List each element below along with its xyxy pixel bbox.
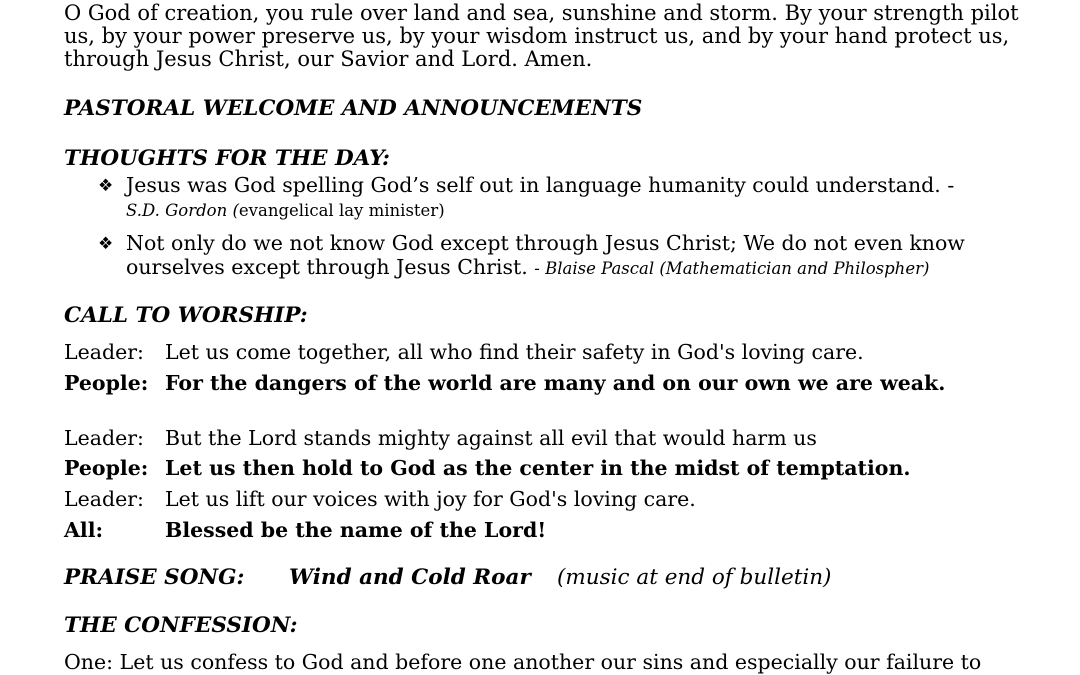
thought-attribution [126, 201, 445, 220]
praise-song-title: Wind and Cold Roar [289, 565, 531, 590]
litany-role: Leader: [64, 487, 144, 511]
litany-text: Blessed be the name of the Lord! [165, 518, 547, 542]
heading-thoughts-for-the-day: THOUGHTS FOR THE DAY: [64, 146, 390, 171]
litany-text: But the Lord stands mighty against all evil that would harm us [165, 426, 817, 450]
confession-line [64, 649, 1024, 675]
litany-role: People: [64, 456, 149, 480]
thought-attribution: - Blaise Pascal (Mathematician and Philospher) [534, 259, 930, 278]
confession-text: Let us confess to God and before one another our sins and especially our failure to [119, 650, 982, 674]
thought-quote: Jesus was God spelling God’s self out in language humanity could understand. - [126, 173, 955, 197]
diamond-bullet-icon: ❖ [98, 176, 114, 196]
diamond-bullet-icon: ❖ [98, 234, 114, 254]
thought-author: S.D. Gordon ( [126, 201, 239, 220]
praise-song-line [64, 564, 832, 592]
litany-text: Let us lift our voices with joy for God's loving care. [165, 487, 696, 511]
heading-confession: THE CONFESSION: [64, 613, 298, 638]
thought-quote: Not only do we not know God except through Jesus Christ; We do not even know ourselves except through Jesus Christ. [126, 231, 965, 279]
thought-author-role: evangelical lay minister) [238, 201, 445, 220]
litany-text: Let us come together, all who find their safety in God's loving care. [165, 340, 864, 364]
confession-role: One: [64, 650, 114, 674]
thought-text [126, 173, 1026, 223]
litany-role: People: [64, 371, 149, 395]
litany-role: Leader: [64, 340, 144, 364]
thought-text [126, 231, 1026, 281]
litany-text: For the dangers of the world are many and on our own we are weak. [165, 371, 946, 395]
heading-pastoral-welcome: PASTORAL WELCOME AND ANNOUNCEMENTS [64, 96, 643, 121]
heading-praise-song: PRAISE SONG: [64, 565, 245, 590]
heading-call-to-worship: CALL TO WORSHIP: [64, 303, 308, 328]
opening-prayer: O God of creation, you rule over land and sea, sunshine and storm. By your strength pilot us, by your power preserve us, by your wisdom instruct us, and by your hand protect us, through Jesus Christ, our Savior and Lord. Amen. [64, 1, 1019, 71]
praise-song-note: (music at end of bulletin) [557, 565, 832, 590]
litany-text: Let us then hold to God as the center in the midst of temptation. [165, 456, 911, 480]
litany-role: All: [64, 518, 104, 542]
litany-role: Leader: [64, 426, 144, 450]
